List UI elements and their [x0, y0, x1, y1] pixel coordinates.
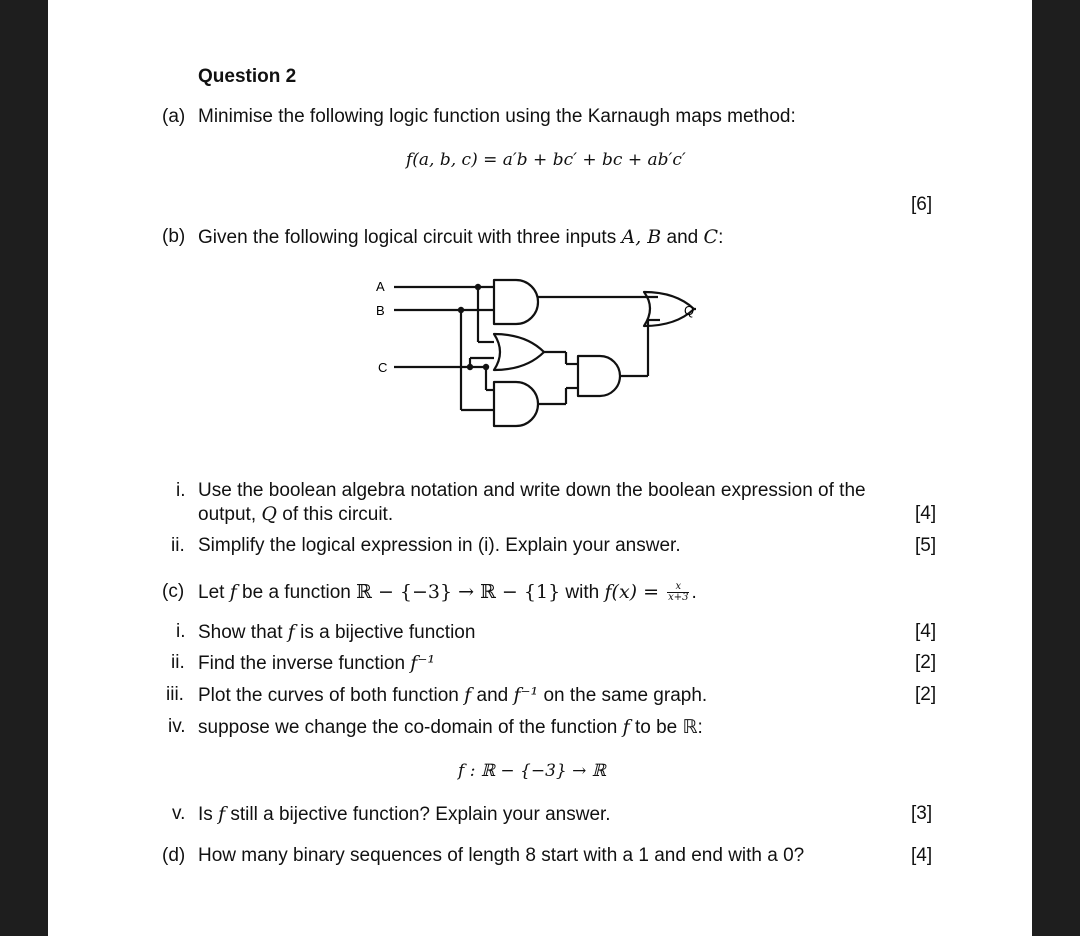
or-gate-2 [494, 334, 544, 370]
part-b-item-1-mark: [4] [915, 503, 937, 524]
logic-circuit [366, 270, 696, 440]
part-a-label: (a) [162, 106, 186, 127]
part-a-mark: [6] [911, 194, 933, 215]
part-c-item-2-label: ii. [171, 652, 185, 673]
input-b-label: B [376, 303, 385, 318]
part-c-intro: Let f be a function ℝ − {−3} → ℝ − {1} with f(x) = $\frac{x}{x+3}$ . [198, 581, 697, 604]
part-b-label: (b) [162, 226, 186, 247]
part-c-item-2-text: Find the inverse function f⁻¹ [198, 652, 435, 674]
part-b-text: Given the following logical circuit with three inputs A, B and C: [198, 226, 724, 248]
part-c-formula: f : ℝ − {−3} → ℝ [458, 761, 606, 781]
part-d-text: How many binary sequences of length 8 start with a 1 and end with a 0? [198, 845, 805, 866]
part-c-item-3-label: iii. [166, 684, 184, 705]
and-gate-3 [494, 382, 538, 426]
part-b-item-2-label: ii. [171, 535, 185, 556]
part-c-item-2-mark: [2] [915, 652, 937, 673]
question-title: Question 2 [198, 66, 297, 87]
part-a-formula: f(a, b, c) = a′b + bc′ + bc + ab′c′ [406, 150, 686, 170]
input-c-label: C [378, 360, 388, 375]
part-c-item-5-text: Is f still a bijective function? Explain your answer. [198, 803, 611, 825]
part-b-item-2-mark: [5] [915, 535, 937, 556]
part-c-item-5-label: v. [172, 803, 186, 824]
part-c-item-3-mark: [2] [915, 684, 937, 705]
output-q-label: Q [684, 303, 695, 318]
and-gate-4 [578, 356, 620, 396]
and-gate-1 [494, 280, 538, 324]
part-c-item-5-mark: [3] [911, 803, 933, 824]
part-c-item-1-label: i. [176, 621, 186, 642]
part-c-item-1-mark: [4] [915, 621, 937, 642]
part-c-label: (c) [162, 581, 185, 602]
part-c-item-4-text: suppose we change the co-domain of the function f to be ℝ: [198, 716, 703, 738]
part-d-mark: [4] [911, 845, 933, 866]
part-d-label: (d) [162, 845, 186, 866]
fraction: $\frac{x}{x+3}$ [668, 581, 689, 604]
part-b-item-1-line1: Use the boolean algebra notation and write down the boolean expression of the [198, 480, 866, 501]
part-a-text: Minimise the following logic function using the Karnaugh maps method: [198, 106, 796, 127]
part-b-item-1-line2: output, Q of this circuit. [198, 503, 394, 525]
part-b-item-2-text: Simplify the logical expression in (i). Explain your answer. [198, 535, 681, 556]
part-c-item-1-text: Show that f is a bijective function [198, 621, 476, 643]
exam-page [48, 0, 1032, 936]
part-c-item-4-label: iv. [168, 716, 186, 737]
part-c-item-3-text: Plot the curves of both function f and f⁻¹ on the same graph. [198, 684, 708, 706]
part-b-item-1-label: i. [176, 480, 186, 501]
input-a-label: A [376, 279, 385, 294]
